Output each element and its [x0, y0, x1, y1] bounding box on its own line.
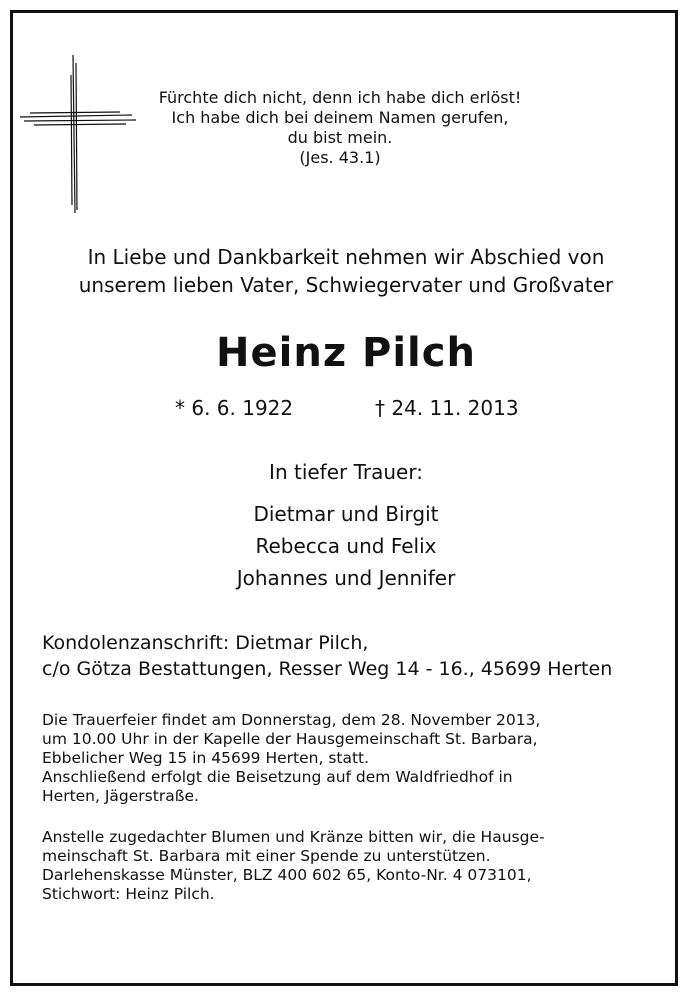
verse-reference: (Jes. 43.1)	[299, 148, 381, 167]
funeral-line: Die Trauerfeier findet am Donnerstag, dem 28. November 2013,	[42, 711, 541, 729]
donation-line: meinschaft St. Barbara mit einer Spende zu unterstützen.	[42, 847, 491, 865]
deceased-name: Heinz Pilch	[216, 330, 476, 376]
funeral-line: Ebbelicher Weg 15 in 45699 Herten, statt.	[42, 749, 370, 767]
donation-line: Anstelle zugedachter Blumen und Kränze bitten wir, die Hausge-	[42, 828, 545, 846]
death-date: † 24. 11. 2013	[375, 396, 519, 420]
intro-line: In Liebe und Dankbarkeit nehmen wir Abschied von	[87, 245, 605, 269]
mourners-list	[20, 498, 672, 594]
donation-line: Stichwort: Heinz Pilch.	[42, 885, 215, 903]
verse-line: du bist mein.	[287, 128, 393, 147]
funeral-line: Anschließend erfolgt die Beisetzung auf dem Waldfriedhof in	[42, 768, 513, 786]
mourner-name: Rebecca und Felix	[255, 534, 437, 558]
intro-line: unserem lieben Vater, Schwiegervater und Großvater	[78, 273, 614, 297]
mourner-name: Dietmar und Birgit	[253, 502, 439, 526]
intro-text	[20, 243, 672, 299]
mourner-name: Johannes und Jennifer	[236, 566, 456, 590]
mourning-heading: In tiefer Trauer:	[269, 460, 423, 484]
donation-details	[42, 828, 642, 904]
condolence-address	[42, 630, 662, 682]
condolence-line: Kondolenzanschrift: Dietmar Pilch,	[42, 632, 369, 654]
condolence-line: c/o Götza Bestattungen, Resser Weg 14 - 16., 45699 Herten	[42, 658, 613, 680]
bible-verse	[110, 88, 570, 168]
donation-line: Darlehenskasse Münster, BLZ 400 602 65, Konto-Nr. 4 073101,	[42, 866, 532, 884]
verse-line: Fürchte dich nicht, denn ich habe dich erlöst!	[158, 88, 522, 107]
funeral-line: um 10.00 Uhr in der Kapelle der Hausgemeinschaft St. Barbara,	[42, 730, 538, 748]
funeral-line: Herten, Jägerstraße.	[42, 787, 199, 805]
verse-line: Ich habe dich bei deinem Namen gerufen,	[171, 108, 509, 127]
funeral-details	[42, 711, 642, 806]
birth-date: * 6. 6. 1922	[175, 396, 294, 420]
